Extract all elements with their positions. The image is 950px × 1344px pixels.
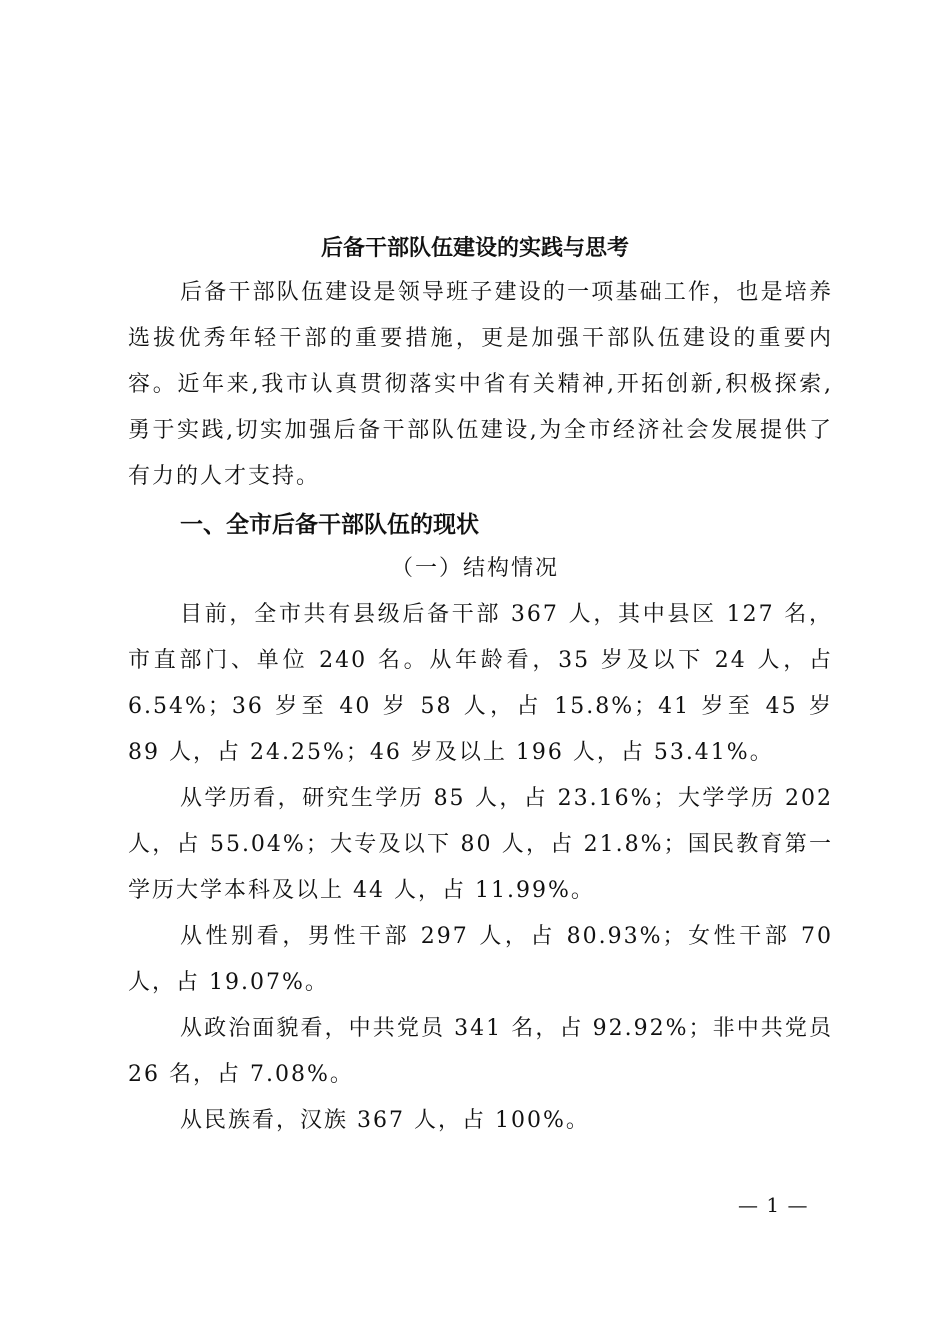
intro-paragraph: 后备干部队伍建设是领导班子建设的一项基础工作，也是培养选拔优秀年轻干部的重要措施，更是加强干部队伍建设的重要内容。近年来,我市认真贯彻落实中省有关精神,开拓创新,积极探索,勇于实践,切实加强后备干部队伍建设,为全市经济社会发展提供了有力的人才支持。: [128, 280, 833, 489]
body-block: [128, 592, 833, 1144]
paragraph-age: 目前，全市共有县级后备干部 367 人，其中县区 127 名，市直部门、单位 240 名。从年龄看，35 岁及以下 24 人，占 6.54%；36 岁至 40 岁 58 人，占 15.8%；41 岁至 45 岁 89 人，占 24.25%；46 岁及以上 196 人，占 53.41%。: [128, 602, 833, 765]
intro-block: [128, 270, 833, 500]
subsection-heading: （一）结构情况: [390, 556, 559, 581]
document-title: 后备干部队伍建设的实践与思考: [320, 235, 629, 261]
paragraph-education: 从学历看，研究生学历 85 人，占 23.16%；大学学历 202 人，占 55.04%；大专及以下 80 人，占 21.8%；国民教育第一学历大学本科及以上 44 人，占 11.99%。: [128, 786, 833, 903]
section-heading: 一、全市后备干部队伍的现状: [180, 512, 479, 538]
paragraph-ethnicity: 从民族看，汉族 367 人，占 100%。: [180, 1108, 590, 1133]
paragraph-gender: 从性别看，男性干部 297 人，占 80.93%；女性干部 70 人，占 19.07%。: [128, 924, 833, 995]
paragraph-political: 从政治面貌看，中共党员 341 名，占 92.92%；非中共党员 26 名，占 7.08%。: [128, 1016, 833, 1087]
page-number: — 1 —: [738, 1193, 809, 1217]
